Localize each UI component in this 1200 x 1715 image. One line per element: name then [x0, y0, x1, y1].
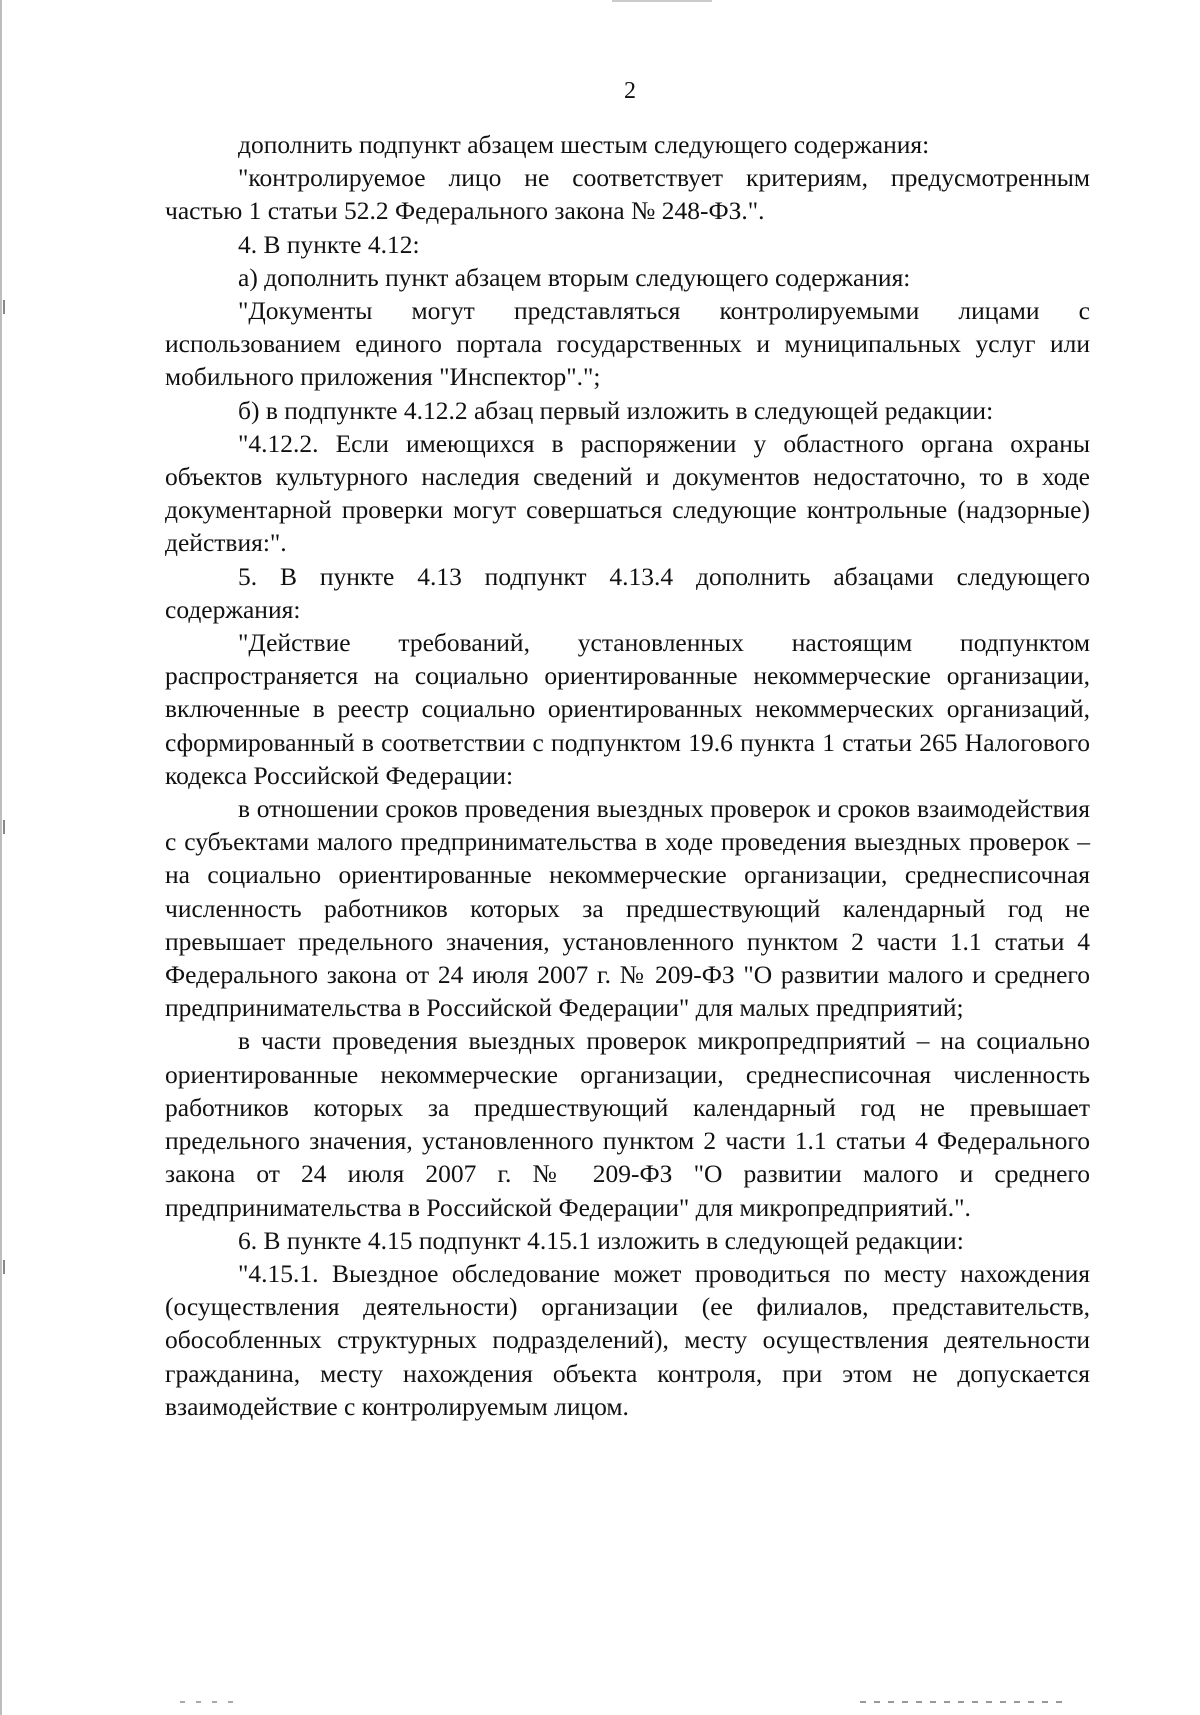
paragraph: в части проведения выездных проверок микропредприятий – на социально ориентированные некоммерческие организации, среднесписочная численность работников которых за предшествующий календарный год не превышает предельного значения, установленного пунктом 2 части 1.1 статьи 4 Федерального закона от 24 июля 2007 г. № 209-ФЗ "О развитии малого и среднего предпринимательства в Российской Федерации" для микропредприятий.". [165, 1026, 1090, 1222]
paragraph: б) в подпункте 4.12.2 абзац первый изложить в следующей редакции: [238, 395, 994, 425]
paragraph: "Документы могут представляться контролируемыми лицами с использованием единого портала государственных и муниципальных услуг или мобильного приложения "Инспектор"."; [165, 296, 1090, 392]
paragraph: 5. В пункте 4.13 подпункт 4.13.4 дополнить абзацами следующего содержания: [165, 561, 1090, 624]
paragraph: 6. В пункте 4.15 подпункт 4.15.1 изложить в следующей редакции: [238, 1225, 964, 1255]
scan-left-edge [0, 0, 2, 1715]
scan-artifact [860, 1701, 1070, 1703]
page-number: 2 [624, 78, 636, 104]
paragraph: 4. В пункте 4.12: [238, 229, 420, 259]
paragraph: "4.12.2. Если имеющихся в распоряжении у областного органа охраны объектов культурного наследия сведений и документов недостаточно, то в ходе документарной проверки могут совершаться следующие контрольные (надзорные) действия:". [165, 428, 1090, 558]
scan-margin-mark [3, 300, 5, 314]
paragraph: "4.15.1. Выездное обследование может проводиться по месту нахождения (осуществления деятельности) организации (ее филиалов, представительств, обособленных структурных подразделений), месту осуществления деятельности гражданина, месту нахождения объекта контроля, при этом не допускается взаимодействие с контролируемым лицом. [165, 1258, 1090, 1421]
scan-artifact [180, 1701, 240, 1703]
paragraph: а) дополнить пункт абзацем вторым следующего содержания: [238, 262, 911, 292]
scan-margin-mark [3, 1260, 5, 1274]
paragraph: дополнить подпункт абзацем шестым следующего содержания: [238, 130, 930, 159]
paragraph: в отношении сроков проведения выездных проверок и сроков взаимодействия с субъектами малого предпринимательства в ходе проведения выездных проверок – на социально ориентированные некоммерческие организации, среднесписочная численность работников которых за предшествующий календарный год не превышает предельного значения, установленного пунктом 2 части 1.1 статьи 4 Федерального закона от 24 июля 2007 г. № 209-ФЗ "О развитии малого и среднего предпринимательства в Российской Федерации" для малых предприятий; [165, 794, 1090, 1023]
paragraph: "контролируемое лицо не соответствует критериям, предусмотренным частью 1 статьи 52.2 Федерального закона № 248-ФЗ.". [165, 163, 1090, 226]
scan-top-rule [612, 0, 712, 2]
document-body [165, 128, 1090, 1423]
scan-margin-mark [3, 820, 5, 834]
paragraph: "Действие требований, установленных настоящим подпунктом распространяется на социально ориентированные некоммерческие организации, включенные в реестр социально ориентированных некоммерческих организаций, сформированный в соответствии с подпунктом 19.6 пункта 1 статьи 265 Налогового кодекса Российской Федерации: [165, 628, 1090, 790]
